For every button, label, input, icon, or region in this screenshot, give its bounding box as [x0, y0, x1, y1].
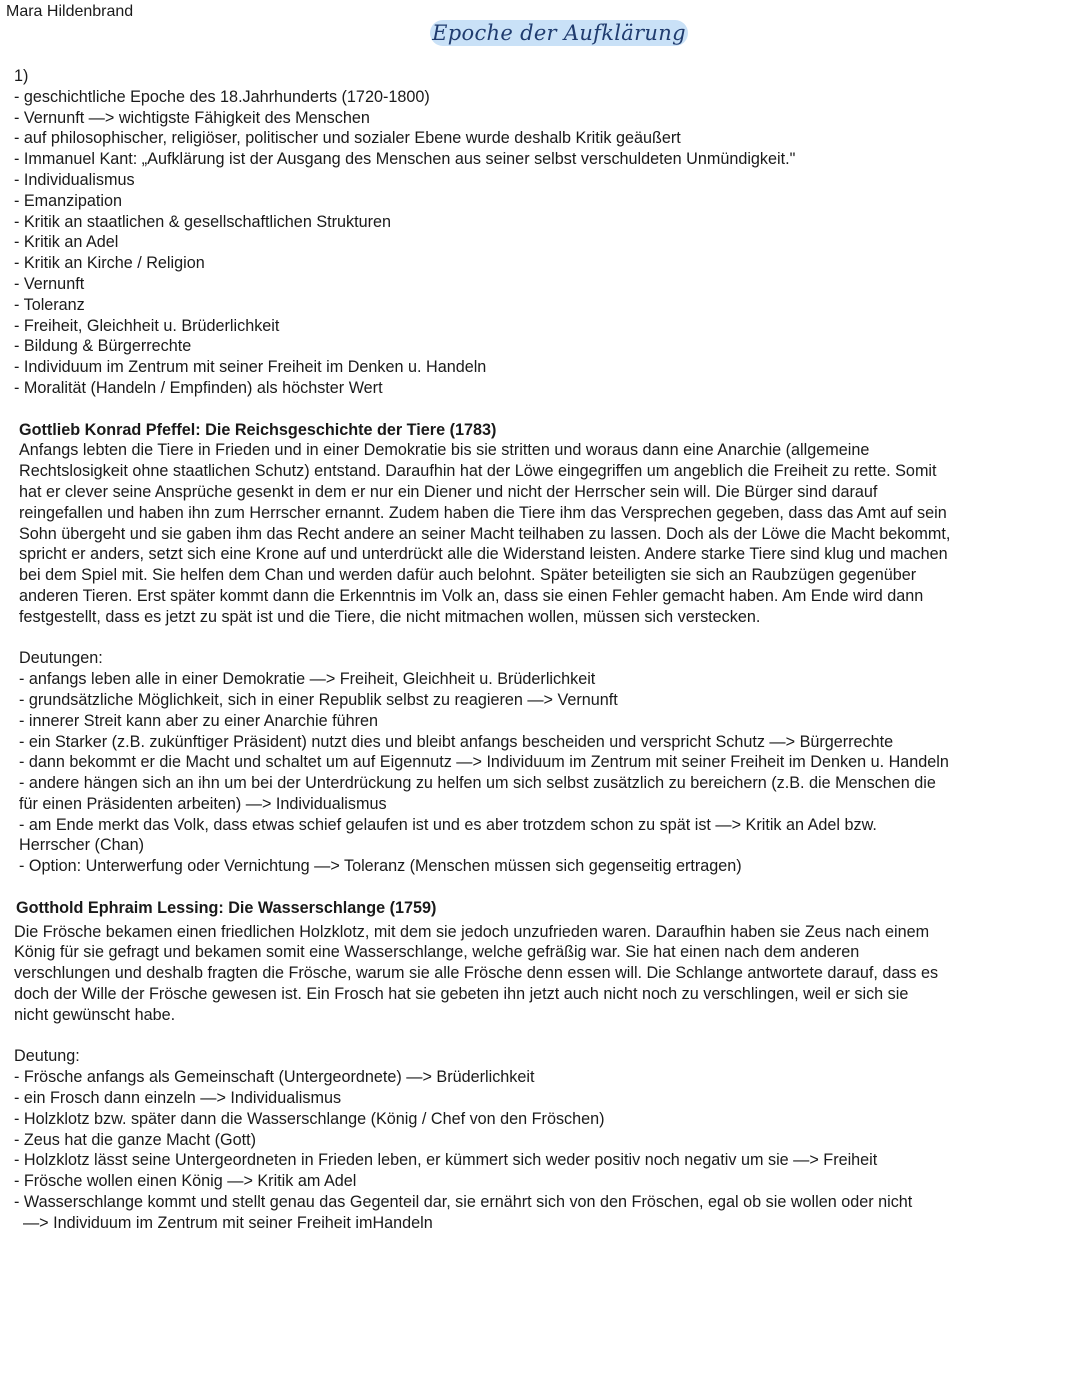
list-item: - auf philosophischer, religiöser, politischer und sozialer Ebene wurde deshalb Kritik geäußert	[14, 129, 681, 148]
title-highlight	[430, 20, 688, 46]
text-line: Rechtslosigkeit ohne staatlichen Schutz) entstand. Daraufhin hat der Löwe eingegriffen um angeblich die Freiheit zu rette. Somit	[19, 462, 937, 481]
summary-paragraph	[0, 922, 1080, 1026]
list-item: - grundsätzliche Möglichkeit, sich in einer Republik selbst zu reagieren —> Vernunft	[19, 690, 618, 709]
list-item: - Moralität (Handeln / Empfinden) als höchster Wert	[14, 378, 383, 397]
list-item: - dann bekommt er die Macht und schaltet um auf Eigennutz —> Individuum im Zentrum mit seiner Freiheit im Denken u. Handeln	[19, 753, 949, 772]
text-line: doch der Wille der Frösche gewesen ist. Ein Frosch hat sie gebeten ihn jetzt auch nicht noch zu verschlingen, weil er sich sie	[14, 985, 909, 1004]
list-item: - Wasserschlange kommt und stellt genau das Gegenteil dar, sie ernährt sich von den Fröschen, egal ob sie wollen oder nicht	[14, 1193, 913, 1212]
list-item: - Individuum im Zentrum mit seiner Freiheit im Denken u. Handeln	[14, 358, 487, 377]
author-name: Mara Hildenbrand	[6, 3, 134, 20]
list-item: - Holzklotz bzw. später dann die Wasserschlange (König / Chef von den Fröschen)	[14, 1109, 605, 1128]
interpretation-list	[0, 669, 1080, 877]
text-line: König für sie gefragt und bekamen somit eine Wasserschlange, welche gefräßig war. Sie hat einen nach dem anderen	[14, 943, 860, 962]
list-item: - am Ende merkt das Volk, dass etwas schief gelaufen ist und es aber trotzdem schon zu spät ist —> Kritik an Adel bzw.	[19, 815, 877, 834]
list-item: - Kritik an Adel	[14, 233, 119, 252]
text-line: festgestellt, dass es jetzt zu spät ist und die Tiere, die nicht mitmachen wollen, müssen sich verstecken.	[19, 607, 761, 626]
text-line: reingefallen und haben ihn zum Herrscher ernannt. Zudem haben die Tiere ihm das Versprechen gegeben, dass das Amt auf sein	[19, 503, 947, 522]
text-line: hat er clever seine Ansprüche gesenkt in dem er nur ein Diener und nicht der Herrscher sein will. Die Bürger sind darauf	[19, 482, 878, 501]
text-line: anderen Tieren. Erst später kommt dann die Erkenntnis im Volk an, dass sie einen Fehler gemacht haben. Am Ende wird dann	[19, 586, 924, 605]
list-item: - Toleranz	[14, 295, 85, 314]
characteristics-list	[0, 87, 1080, 399]
list-item: - Freiheit, Gleichheit u. Brüderlichkeit	[14, 316, 280, 335]
list-item: - geschichtliche Epoche des 18.Jahrhunderts (1720-1800)	[14, 87, 430, 106]
list-item: - innerer Streit kann aber zu einer Anarchie führen	[19, 711, 379, 730]
interpretation-label: Deutungen:	[19, 649, 103, 668]
lessing-section	[0, 898, 1080, 1234]
interpretation-list	[0, 1067, 1080, 1233]
list-item: - Kritik an Kirche / Religion	[14, 254, 205, 273]
text-line: Anfangs lebten die Tiere in Frieden und in einer Demokratie bis sie stritten und woraus dann eine Anarchie (allgemeine	[19, 441, 870, 460]
list-item: - ein Starker (z.B. zukünftiger Präsident) nutzt dies und bleibt anfangs bescheiden und verspricht Schutz —> Bürgerrechte	[19, 732, 894, 751]
list-item: - Option: Unterwerfung oder Vernichtung —> Toleranz (Menschen müssen sich gegenseitig ertragen)	[19, 857, 742, 876]
list-item: - Immanuel Kant: „Aufklärung ist der Ausgang des Menschen aus seiner selbst verschuldeten Unmündigkeit."	[14, 150, 796, 169]
section-heading: Gottlieb Konrad Pfeffel: Die Reichsgeschichte der Tiere (1783)	[19, 420, 497, 439]
list-item: - Frösche anfangs als Gemeinschaft (Untergeordnete) —> Brüderlichkeit	[14, 1068, 535, 1087]
document-body	[0, 66, 1080, 1234]
list-item: - Frösche wollen einen König —> Kritik am Adel	[14, 1172, 357, 1191]
summary-paragraph	[0, 440, 1080, 627]
list-item: - Emanzipation	[14, 191, 122, 210]
interpretation-label: Deutung:	[14, 1047, 80, 1066]
text-line: Die Frösche bekamen einen friedlichen Holzklotz, mit dem sie jedoch unzufrieden waren. Daraufhin haben sie Zeus nach einem	[14, 922, 930, 941]
list-item: - Kritik an staatlichen & gesellschaftlichen Strukturen	[14, 212, 391, 231]
text-line: Sohn übergeht und sie gaben ihm das Recht andere an seiner Macht teilhaben zu lassen. Doch als der Löwe die Macht bekommt,	[19, 524, 951, 543]
list-item: - anfangs leben alle in einer Demokratie —> Freiheit, Gleichheit u. Brüderlichkeit	[19, 670, 596, 689]
section-heading: Gotthold Ephraim Lessing: Die Wasserschlange (1759)	[16, 898, 437, 917]
pfeffel-section	[0, 420, 1080, 878]
list-item: - Zeus hat die ganze Macht (Gott)	[14, 1130, 257, 1149]
list-item: —> Individuum im Zentrum mit seiner Freiheit imHandeln	[14, 1213, 433, 1232]
list-item: Herrscher (Chan)	[19, 836, 145, 855]
list-item: - Vernunft	[14, 274, 85, 293]
section-number: 1)	[14, 67, 29, 85]
text-line: bei dem Spiel mit. Sie helfen dem Chan und werden dafür auch belohnt. Später beteiligten sie sich an Raubzügen gegenüber	[19, 566, 917, 585]
list-item: für einen Präsidenten arbeiten) —> Individualismus	[19, 794, 387, 813]
list-item: - Vernunft —> wichtigste Fähigkeit des Menschen	[14, 108, 370, 127]
text-line: nicht gewünscht habe.	[14, 1005, 176, 1024]
list-item: - Individualismus	[14, 170, 135, 189]
text-line: spricht er anders, setzt sich eine Krone auf und unterdrückt alle die Widerstand leisten. Andere starke Tiere sind klug und machen	[19, 545, 948, 564]
list-item: - ein Frosch dann einzeln —> Individualismus	[14, 1089, 342, 1108]
text-line: verschlungen und deshalb fragten die Frösche, warum sie alle Frösche denn essen will. Die Schlange antwortete darauf, dass es	[14, 964, 939, 983]
list-item: - andere hängen sich an ihn um bei der Unterdrückung zu helfen um sich selbst zusätzlich zu bereichern (z.B. die Menschen die	[19, 774, 936, 793]
page-title: Epoche der Aufklärung	[432, 21, 686, 45]
list-item: - Bildung & Bürgerrechte	[14, 337, 192, 356]
list-item: - Holzklotz lässt seine Untergeordneten in Frieden leben, er kümmert sich weder positiv noch negativ um sie —> Freiheit	[14, 1151, 878, 1170]
